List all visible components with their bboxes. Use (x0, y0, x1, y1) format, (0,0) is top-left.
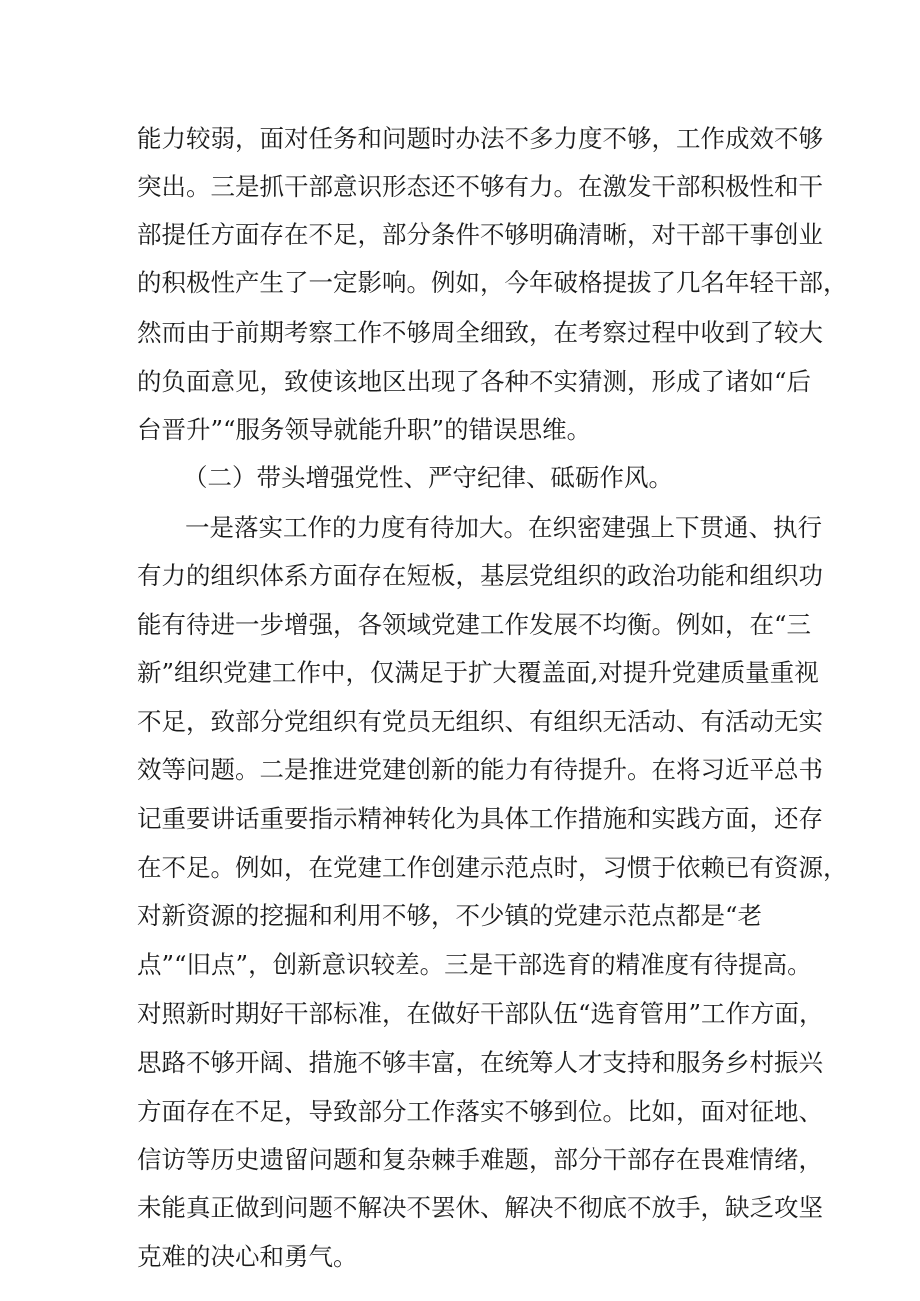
paragraph-line: 对照新时期好干部标准，在做好干部队伍“选育管用”工作方面， (137, 999, 824, 1028)
paragraph-line: 对新资源的挖掘和利用不够，不少镇的党建示范点都是“老 (137, 901, 763, 930)
paragraph-line: 台晋升”“服务领导就能升职”的错误思维。 (137, 415, 592, 444)
paragraph-line: 记重要讲话重要指示精神转化为具体工作措施和实践方面，还存 (137, 804, 823, 833)
paragraph-line: 新”组织党建工作中，仅满足于扩大覆盖面,对提升党建质量重视 (137, 658, 819, 687)
paragraph-line: 的负面意见，致使该地区出现了各种不实猜测，形成了诸如“后 (137, 367, 812, 396)
paragraph-line: 能力较弱，面对任务和问题时办法不多力度不够，工作成效不够 (137, 124, 823, 153)
paragraph-line: 在不足。例如，在党建工作创建示范点时，习惯于依赖已有资源， (137, 853, 848, 882)
paragraph-line: 信访等历史遗留问题和复杂棘手难题，部分干部存在畏难情绪， (137, 1145, 823, 1174)
paragraph-line: 能有待进一步增强，各领域党建工作发展不均衡。例如，在“三 (137, 610, 812, 639)
section-heading: （二）带头增强党性、严守纪律、砥砺作风。 (183, 463, 673, 492)
paragraph-line: 点”“旧点”，创新意识较差。三是干部选育的精准度有待提高。 (137, 950, 812, 979)
paragraph-line: 一是落实工作的力度有待加大。在织密建强上下贯通、执行 (185, 513, 822, 542)
paragraph-line: 部提任方面存在不足，部分条件不够明确清晰，对干部干事创业 (137, 220, 823, 249)
paragraph-line: 不足，致部分党组织有党员无组织、有组织无活动、有活动无实 (137, 707, 823, 736)
paragraph-line: 效等问题。二是推进党建创新的能力有待提升。在将习近平总书 (137, 755, 823, 784)
paragraph-line: 突出。三是抓干部意识形态还不够有力。在激发干部积极性和干 (137, 172, 823, 201)
paragraph-line: 未能真正做到问题不解决不罢休、解决不彻底不放手，缺乏攻坚 (137, 1193, 823, 1222)
paragraph-line: 有力的组织体系方面存在短板，基层党组织的政治功能和组织功 (137, 561, 823, 590)
paragraph-line: 克难的决心和勇气。 (137, 1242, 358, 1271)
paragraph-line: 的积极性产生了一定影响。例如，今年破格提拔了几名年轻干部， (137, 268, 848, 297)
paragraph-line: 方面存在不足，导致部分工作落实不够到位。比如，面对征地、 (137, 1097, 823, 1126)
paragraph-line: 思路不够开阔、措施不够丰富，在统筹人才支持和服务乡村振兴 (137, 1048, 823, 1077)
paragraph-line: 然而由于前期考察工作不够周全细致，在考察过程中收到了较大 (137, 318, 823, 347)
